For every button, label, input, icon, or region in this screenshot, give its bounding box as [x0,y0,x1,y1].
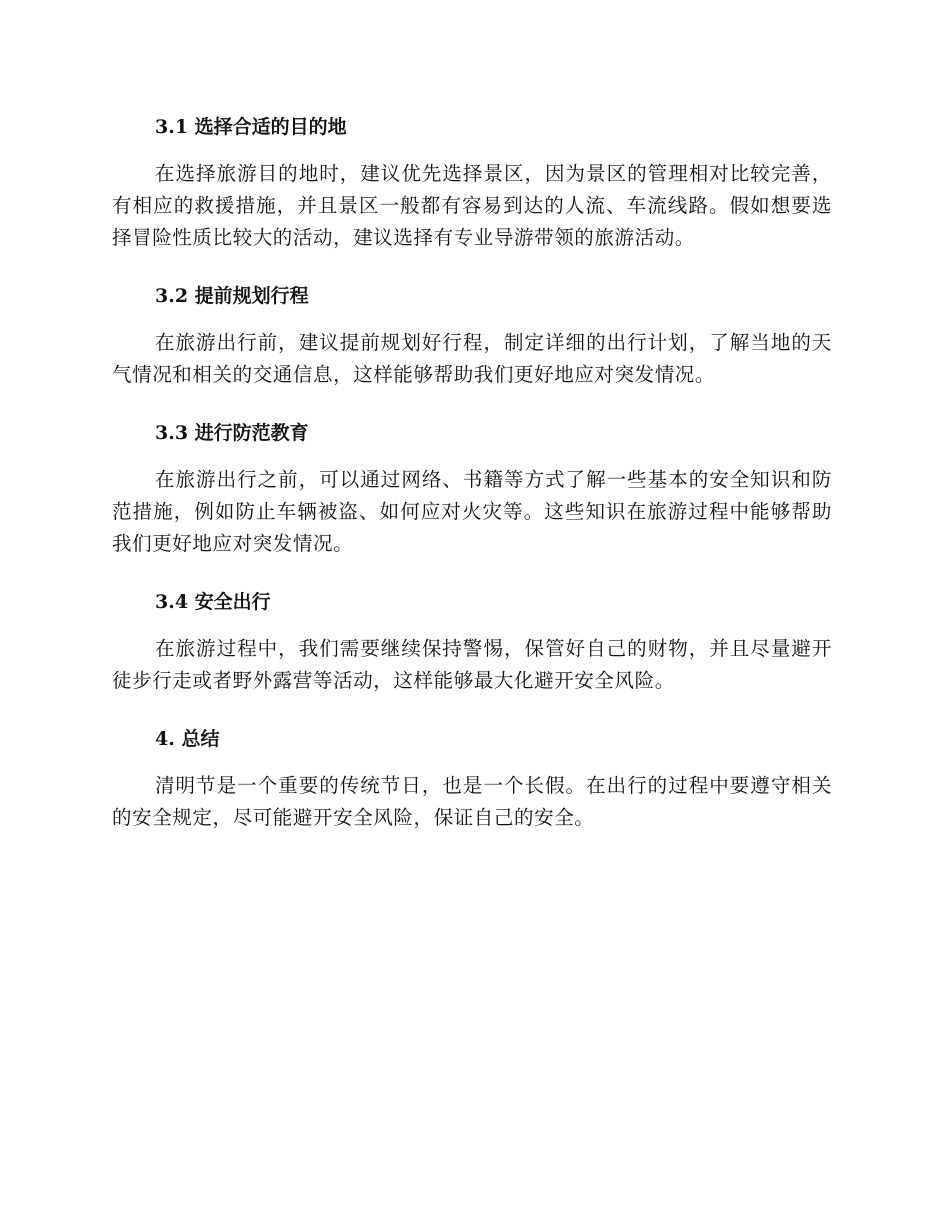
section-3-2 [112,279,832,391]
section-paragraph: 在旅游过程中，我们需要继续保持警惕，保管好自己的财物，并且尽量避开徒步行走或者野外露营等活动，这样能够最大化避开安全风险。 [112,637,832,692]
section-heading: 3.3 进行防范教育 [155,422,309,444]
section-heading: 3.4 安全出行 [155,591,271,613]
section-heading: 3.1 选择合适的目的地 [155,116,347,138]
section-heading: 4. 总结 [155,728,220,750]
section-3-3 [112,416,832,560]
section-4-summary [112,722,832,834]
section-paragraph: 在选择旅游目的地时，建议优先选择景区，因为景区的管理相对比较完善，有相应的救援措施，并且景区一般都有容易到达的人流、车流线路。假如想要选择冒险性质比较大的活动，建议选择有专业导游带领的旅游活动。 [112,162,832,249]
section-paragraph: 在旅游出行之前，可以通过网络、书籍等方式了解一些基本的安全知识和防范措施，例如防止车辆被盗、如何应对火灾等。这些知识在旅游过程中能够帮助我们更好地应对突发情况。 [112,468,832,555]
section-paragraph: 在旅游出行前，建议提前规划好行程，制定详细的出行计划，了解当地的天气情况和相关的交通信息，这样能够帮助我们更好地应对突发情况。 [112,331,832,386]
section-3-1 [112,110,832,254]
section-paragraph: 清明节是一个重要的传统节日，也是一个长假。在出行的过程中要遵守相关的安全规定，尽可能避开安全风险，保证自己的安全。 [112,774,832,829]
section-heading: 3.2 提前规划行程 [155,285,309,307]
document-body [112,110,832,834]
section-3-4 [112,585,832,697]
